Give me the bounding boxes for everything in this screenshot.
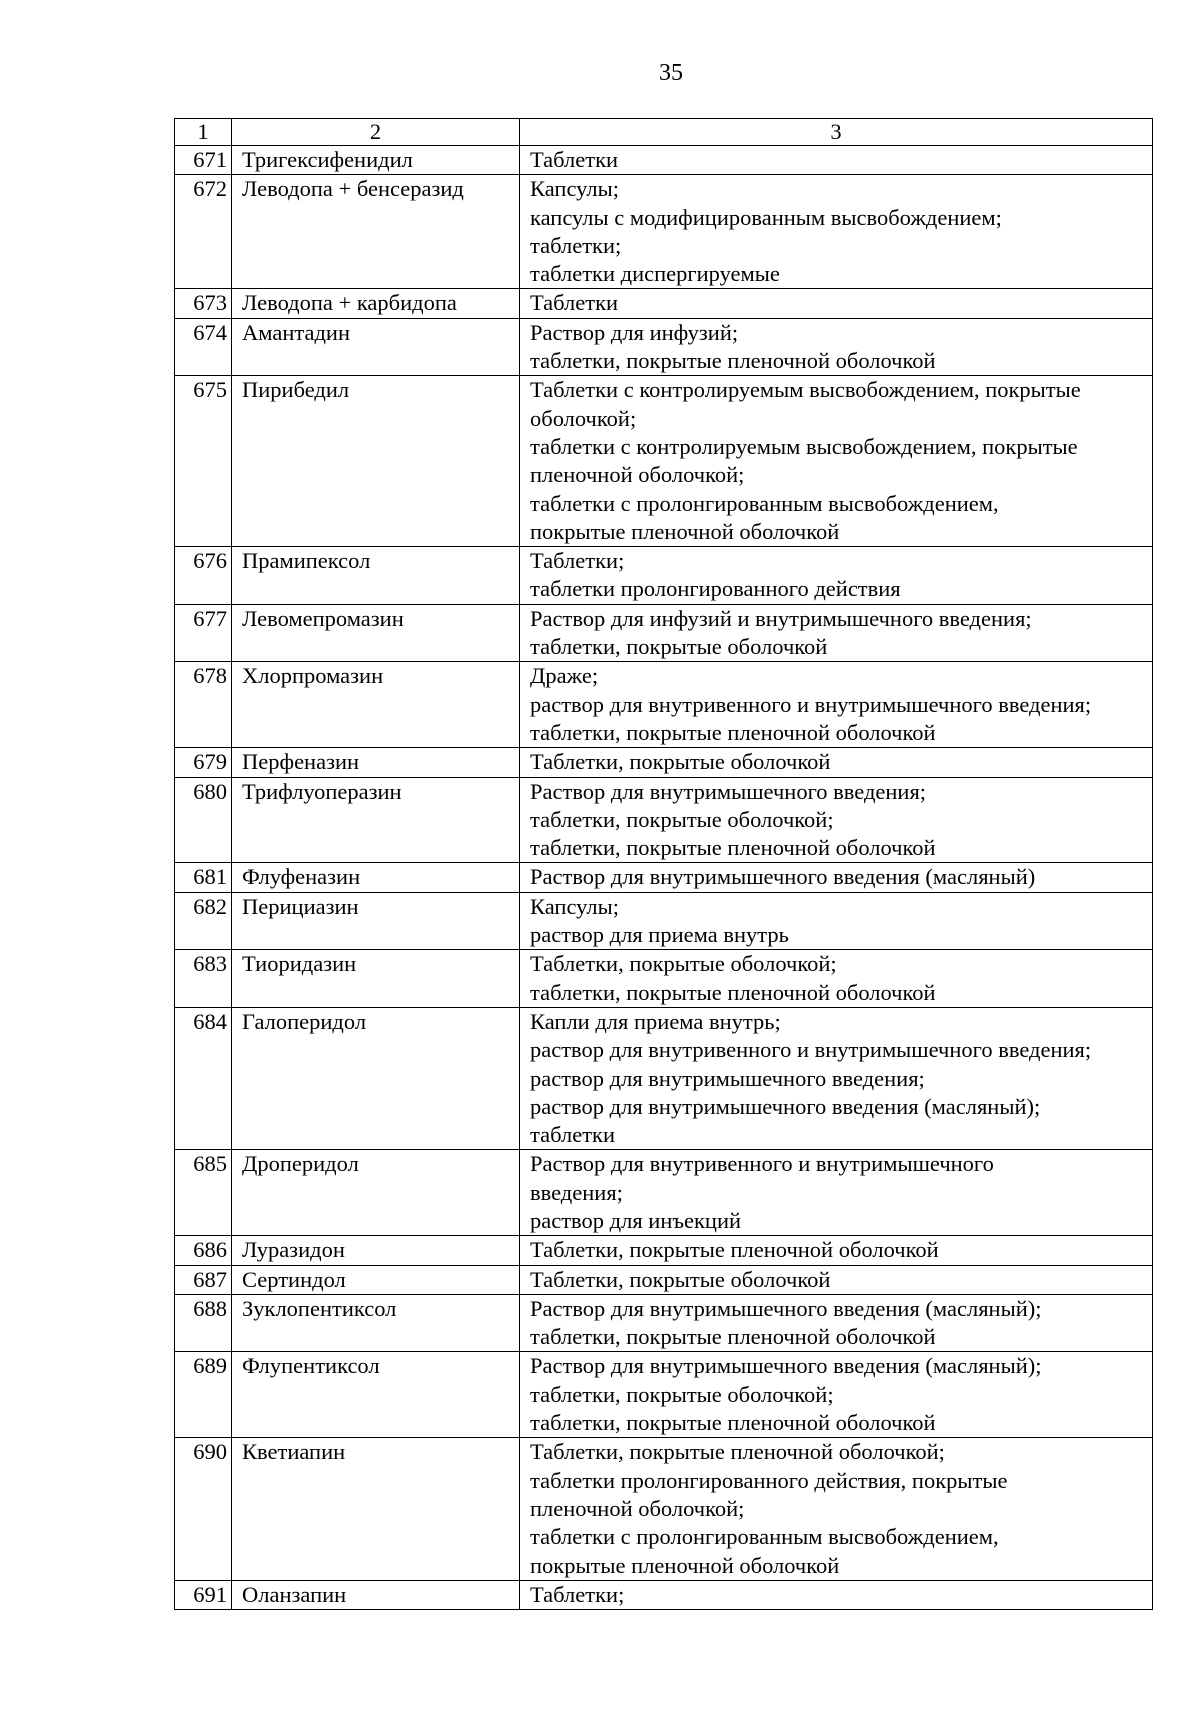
header-cell-3: 3 bbox=[520, 119, 1153, 146]
dosage-form-line: таблетки, покрытые пленочной оболочкой bbox=[530, 348, 936, 374]
dosage-form-line: Раствор для внутривенного и внутримышечного bbox=[530, 1151, 994, 1177]
table-row bbox=[175, 863, 1153, 892]
dosage-forms bbox=[520, 376, 1153, 547]
dosage-form-line: Таблетки bbox=[530, 147, 619, 172]
table-row bbox=[175, 289, 1153, 318]
row-number: 686 bbox=[175, 1236, 232, 1265]
table-row bbox=[175, 547, 1153, 605]
dosage-form-line: раствор для инъекций bbox=[530, 1207, 742, 1233]
dosage-form-line: таблетки диспергируемые bbox=[530, 261, 780, 287]
dosage-form-line: таблетки, покрытые оболочкой; bbox=[530, 806, 834, 832]
dosage-forms bbox=[520, 146, 1153, 175]
dosage-form-line: таблетки с контролируемым высвобождением, покрытые bbox=[530, 433, 1078, 459]
row-number: 687 bbox=[175, 1265, 232, 1294]
row-number: 677 bbox=[175, 604, 232, 662]
drug-name: Кветиапин bbox=[232, 1438, 520, 1580]
table-row bbox=[175, 1150, 1153, 1236]
row-number: 674 bbox=[175, 318, 232, 376]
dosage-form-line: оболочкой; bbox=[530, 405, 637, 431]
table-row bbox=[175, 376, 1153, 547]
dosage-form-line: Таблетки, покрытые оболочкой bbox=[530, 749, 831, 775]
dosage-form-line: таблетки, покрытые оболочкой bbox=[530, 634, 828, 660]
table-header-row bbox=[175, 119, 1153, 146]
drug-name: Флупентиксол bbox=[232, 1352, 520, 1438]
row-number: 678 bbox=[175, 662, 232, 748]
dosage-form-line: Раствор для внутримышечного введения (масляный); bbox=[530, 1295, 1042, 1321]
dosage-forms bbox=[520, 950, 1153, 1008]
drug-name: Прамипексол bbox=[232, 547, 520, 605]
drug-name: Трифлуоперазин bbox=[232, 777, 520, 863]
medication-table bbox=[174, 118, 1153, 1610]
drug-name: Флуфеназин bbox=[232, 863, 520, 892]
dosage-forms bbox=[520, 318, 1153, 376]
dosage-form-line: таблетки, покрытые оболочкой; bbox=[530, 1381, 834, 1407]
drug-name: Сертиндол bbox=[232, 1265, 520, 1294]
dosage-form-line: Таблетки; bbox=[530, 548, 625, 574]
dosage-forms bbox=[520, 1236, 1153, 1265]
dosage-form-line: Раствор для инфузий и внутримышечного введения; bbox=[530, 605, 1032, 631]
table-row bbox=[175, 777, 1153, 863]
table-row bbox=[175, 1265, 1153, 1294]
dosage-form-line: таблетки пролонгированного действия bbox=[530, 576, 901, 602]
dosage-form-line: пленочной оболочкой; bbox=[530, 1495, 745, 1521]
row-number: 689 bbox=[175, 1352, 232, 1438]
drug-name: Луразидон bbox=[232, 1236, 520, 1265]
dosage-forms bbox=[520, 1438, 1153, 1580]
drug-name: Амантадин bbox=[232, 318, 520, 376]
row-number: 684 bbox=[175, 1007, 232, 1149]
dosage-form-line: таблетки с пролонгированным высвобождением, bbox=[530, 1524, 999, 1550]
dosage-form-line: Драже; bbox=[530, 663, 599, 689]
row-number: 676 bbox=[175, 547, 232, 605]
header-cell-2: 2 bbox=[232, 119, 520, 146]
drug-name: Дроперидол bbox=[232, 1150, 520, 1236]
dosage-form-line: Капсулы; bbox=[530, 176, 619, 202]
row-number: 688 bbox=[175, 1294, 232, 1352]
dosage-form-line: Таблетки, покрытые оболочкой; bbox=[530, 951, 837, 977]
table-row bbox=[175, 175, 1153, 289]
dosage-form-line: Раствор для внутримышечного введения; bbox=[530, 778, 927, 804]
header-cell-1: 1 bbox=[175, 119, 232, 146]
drug-name: Перфеназин bbox=[232, 748, 520, 777]
dosage-forms bbox=[520, 1007, 1153, 1149]
dosage-form-line: раствор для внутривенного и внутримышечного введения; bbox=[530, 691, 1092, 717]
page-number: 35 bbox=[659, 60, 683, 86]
drug-name: Левомепромазин bbox=[232, 604, 520, 662]
dosage-form-line: таблетки, покрытые пленочной оболочкой bbox=[530, 1324, 936, 1350]
drug-name: Леводопа + бенсеразид bbox=[232, 175, 520, 289]
dosage-forms bbox=[520, 748, 1153, 777]
table-row bbox=[175, 748, 1153, 777]
dosage-form-line: покрытые пленочной оболочкой bbox=[530, 1552, 840, 1578]
table-row bbox=[175, 146, 1153, 175]
row-number: 675 bbox=[175, 376, 232, 547]
dosage-form-line: Таблетки с контролируемым высвобождением, покрытые bbox=[530, 377, 1081, 403]
dosage-form-line: раствор для внутримышечного введения (масляный); bbox=[530, 1093, 1041, 1119]
dosage-forms bbox=[520, 662, 1153, 748]
dosage-form-line: введения; bbox=[530, 1179, 623, 1205]
drug-name: Тиоридазин bbox=[232, 950, 520, 1008]
dosage-form-line: Таблетки, покрытые пленочной оболочкой bbox=[530, 1237, 939, 1263]
row-number: 685 bbox=[175, 1150, 232, 1236]
row-number: 672 bbox=[175, 175, 232, 289]
table-row bbox=[175, 1007, 1153, 1149]
dosage-form-line: капсулы с модифицированным высвобождением; bbox=[530, 204, 1002, 230]
dosage-form-line: Таблетки; bbox=[530, 1581, 625, 1607]
table-row bbox=[175, 1438, 1153, 1580]
dosage-form-line: таблетки, покрытые пленочной оболочкой bbox=[530, 835, 936, 861]
drug-name: Зуклопентиксол bbox=[232, 1294, 520, 1352]
row-number: 681 bbox=[175, 863, 232, 892]
drug-name: Тригексифенидил bbox=[232, 146, 520, 175]
table-row bbox=[175, 318, 1153, 376]
dosage-form-line: раствор для приема внутрь bbox=[530, 922, 789, 948]
dosage-form-line: Раствор для инфузий; bbox=[530, 319, 739, 345]
dosage-form-line: Капсулы; bbox=[530, 893, 619, 919]
row-number: 679 bbox=[175, 748, 232, 777]
row-number: 690 bbox=[175, 1438, 232, 1580]
dosage-forms bbox=[520, 1150, 1153, 1236]
dosage-form-line: Таблетки bbox=[530, 290, 619, 316]
dosage-forms bbox=[520, 892, 1153, 950]
dosage-forms bbox=[520, 547, 1153, 605]
drug-name: Леводопа + карбидопа bbox=[232, 289, 520, 318]
table-row bbox=[175, 1236, 1153, 1265]
dosage-form-line: Таблетки, покрытые пленочной оболочкой; bbox=[530, 1439, 945, 1465]
dosage-form-line: таблетки пролонгированного действия, покрытые bbox=[530, 1467, 1008, 1493]
dosage-form-line: Раствор для внутримышечного введения (масляный) bbox=[530, 864, 1036, 890]
table-row bbox=[175, 950, 1153, 1008]
dosage-forms bbox=[520, 289, 1153, 318]
dosage-forms bbox=[520, 1580, 1153, 1609]
table-row bbox=[175, 662, 1153, 748]
table-row bbox=[175, 892, 1153, 950]
drug-name: Хлорпромазин bbox=[232, 662, 520, 748]
table-row bbox=[175, 1580, 1153, 1609]
row-number: 673 bbox=[175, 289, 232, 318]
dosage-forms bbox=[520, 1294, 1153, 1352]
dosage-form-line: таблетки, покрытые пленочной оболочкой bbox=[530, 1410, 936, 1436]
dosage-forms bbox=[520, 1265, 1153, 1294]
dosage-forms bbox=[520, 863, 1153, 892]
drug-name: Галоперидол bbox=[232, 1007, 520, 1149]
dosage-forms bbox=[520, 604, 1153, 662]
dosage-form-line: таблетки, покрытые пленочной оболочкой bbox=[530, 979, 936, 1005]
dosage-form-line: Раствор для внутримышечного введения (масляный); bbox=[530, 1353, 1042, 1379]
drug-name: Перициазин bbox=[232, 892, 520, 950]
dosage-form-line: раствор для внутримышечного введения; bbox=[530, 1065, 925, 1091]
dosage-form-line: раствор для внутривенного и внутримышечного введения; bbox=[530, 1037, 1092, 1063]
dosage-form-line: пленочной оболочкой; bbox=[530, 462, 745, 488]
drug-name: Пирибедил bbox=[232, 376, 520, 547]
row-number: 680 bbox=[175, 777, 232, 863]
dosage-form-line: таблетки с пролонгированным высвобождением, bbox=[530, 490, 999, 516]
table-row bbox=[175, 604, 1153, 662]
table-row bbox=[175, 1352, 1153, 1438]
dosage-form-line: таблетки, покрытые пленочной оболочкой bbox=[530, 719, 936, 745]
row-number: 683 bbox=[175, 950, 232, 1008]
dosage-form-line: покрытые пленочной оболочкой bbox=[530, 518, 840, 544]
drug-name: Оланзапин bbox=[232, 1580, 520, 1609]
dosage-form-line: Капли для приема внутрь; bbox=[530, 1008, 781, 1034]
dosage-forms bbox=[520, 175, 1153, 289]
dosage-forms bbox=[520, 777, 1153, 863]
dosage-form-line: таблетки; bbox=[530, 232, 622, 258]
dosage-forms bbox=[520, 1352, 1153, 1438]
dosage-form-line: Таблетки, покрытые оболочкой bbox=[530, 1266, 831, 1292]
row-number: 691 bbox=[175, 1580, 232, 1609]
row-number: 671 bbox=[175, 146, 232, 175]
row-number: 682 bbox=[175, 892, 232, 950]
dosage-form-line: таблетки bbox=[530, 1122, 616, 1148]
table-row bbox=[175, 1294, 1153, 1352]
